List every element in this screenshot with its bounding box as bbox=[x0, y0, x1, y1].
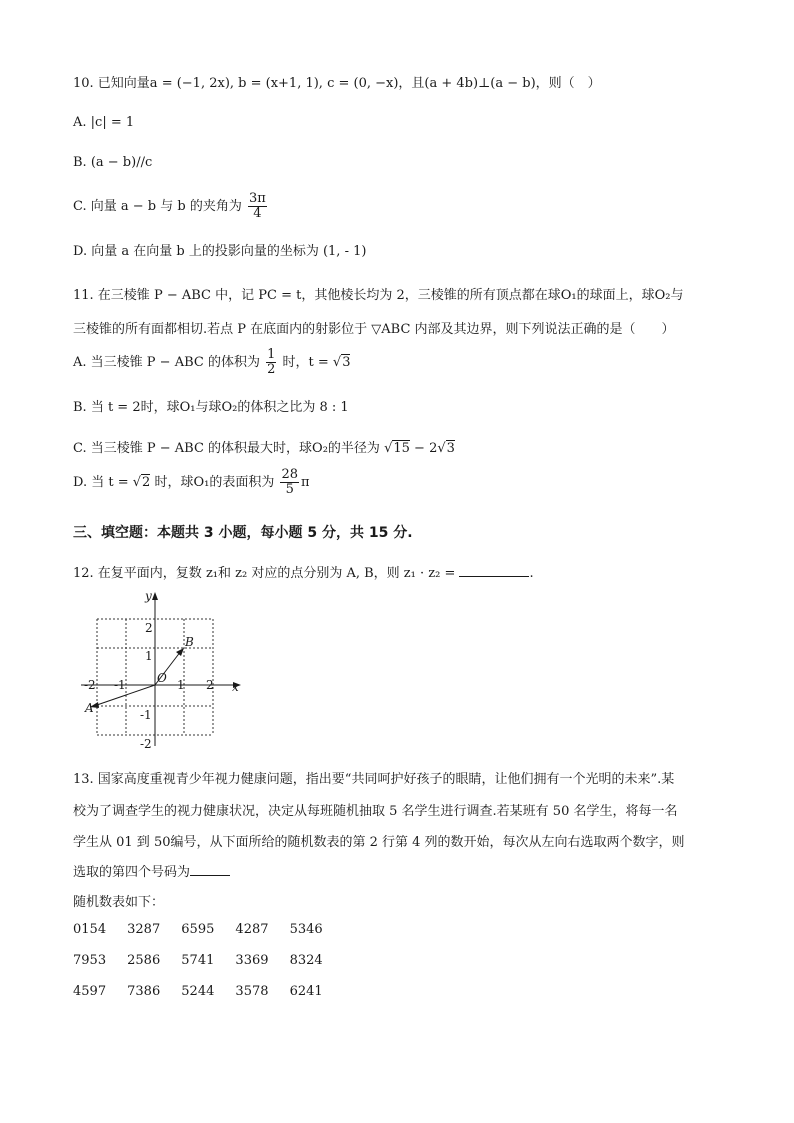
table-cell: 6241 bbox=[289, 984, 323, 999]
random-table-row bbox=[73, 984, 340, 999]
q12-stem-end: . bbox=[529, 566, 534, 581]
q11-option-d-text: D. 当 t = bbox=[73, 475, 129, 490]
answer-blank bbox=[190, 875, 230, 876]
tick-y: 2 bbox=[145, 621, 153, 635]
random-table-title: 随机数表如下： bbox=[73, 895, 165, 910]
q11-option-c-text: C. 当三棱锥 P − ABC 的体积最大时，球O₂的半径为 bbox=[73, 441, 380, 456]
q12-complex-plane-graph bbox=[75, 588, 255, 753]
table-cell: 3287 bbox=[127, 922, 161, 937]
q13-line3: 学生从 01 到 50编号，从下面所给的随机数表的第 2 行第 4 列的数开始，每次从左向右选取两个数字，则 bbox=[73, 835, 685, 850]
q11-option-a-text: A. 当三棱锥 P − ABC 的体积为 bbox=[73, 355, 260, 370]
q10-option-b: B. (a − b)//c bbox=[73, 155, 153, 170]
q11-option-a-fraction bbox=[266, 348, 276, 377]
tick-y: 1 bbox=[145, 649, 153, 663]
origin-label: O bbox=[157, 671, 167, 685]
q11-option-c: C. 当三棱锥 P − ABC 的体积最大时，球O₂的半径为 √15 − 2√3 bbox=[73, 441, 455, 456]
q11-option-a-radicand: 3 bbox=[342, 355, 351, 370]
q11-option-a: A. 当三棱锥 P − ABC 的体积为 $\frac{1}{2}$ 时，t = √3 bbox=[73, 347, 351, 377]
random-table-row bbox=[73, 922, 340, 937]
q11-option-a-mid: 时，t = bbox=[282, 355, 329, 370]
table-cell: 3578 bbox=[235, 984, 269, 999]
table-cell: 0154 bbox=[73, 922, 107, 937]
tick-x: -1 bbox=[114, 678, 126, 692]
q11-option-d-radicand: 2 bbox=[142, 475, 151, 490]
y-axis-arrow bbox=[152, 592, 158, 600]
q11-option-b: B. 当 t = 2时，球O₁与球O₂的体积之比为 8 : 1 bbox=[73, 400, 349, 415]
q13-line1: 13. 国家高度重视青少年视力健康问题，指出要“共同呵护好孩子的眼睛，让他们拥有一个光明的未来”.某 bbox=[73, 772, 675, 787]
q11-option-c-radicand-1: 15 bbox=[393, 441, 410, 456]
table-cell: 3369 bbox=[235, 953, 269, 968]
table-cell: 4597 bbox=[73, 984, 107, 999]
fraction-denominator: 5 bbox=[285, 482, 294, 497]
q12-stem bbox=[73, 562, 534, 581]
table-cell: 6595 bbox=[181, 922, 215, 937]
table-cell: 5741 bbox=[181, 953, 215, 968]
q11-option-d-mid: 时，球O₁的表面积为 bbox=[154, 475, 275, 490]
y-axis-label: y bbox=[145, 589, 152, 603]
q10-option-c bbox=[73, 192, 269, 221]
q11-option-d-pi: π bbox=[301, 475, 310, 490]
fraction-numerator: 28 bbox=[281, 467, 299, 482]
tick-y: -1 bbox=[140, 708, 152, 722]
vector-OB-arrowhead bbox=[176, 648, 184, 656]
q12-stem-text: 12. 在复平面内，复数 z₁和 z₂ 对应的点分别为 A, B，则 z₁ · z₂ = bbox=[73, 566, 456, 581]
table-cell: 7953 bbox=[73, 953, 107, 968]
tick-x: -2 bbox=[84, 678, 96, 692]
q13-line2: 校为了调查学生的视力健康状况，决定从每班随机抽取 5 名学生进行调查.若某班有 50 名学生，将每一名 bbox=[73, 804, 678, 819]
q10-option-d: D. 向量 a 在向量 b 上的投影向量的坐标为 (1, - 1) bbox=[73, 244, 367, 259]
fraction-numerator: 1 bbox=[267, 347, 276, 362]
q10-option-a: A. |c| = 1 bbox=[73, 115, 135, 130]
q13-line4 bbox=[73, 861, 230, 880]
random-table-row bbox=[73, 953, 340, 968]
fraction-denominator: 4 bbox=[253, 206, 262, 221]
table-cell: 2586 bbox=[127, 953, 161, 968]
q11-stem-line2: 三棱锥的所有面都相切.若点 P 在底面内的射影位于 ▽ABC 内部及其边界，则下列说法正确的是（ ） bbox=[73, 322, 675, 337]
answer-blank bbox=[459, 576, 529, 577]
tick-x: 2 bbox=[206, 678, 214, 692]
q10-option-c-text: C. 向量 a − b 与 b 的夹角为 bbox=[73, 199, 242, 214]
q13-line4-text: 选取的第四个号码为 bbox=[73, 865, 191, 880]
table-cell: 5244 bbox=[181, 984, 215, 999]
q10-stem: 10. 已知向量a = (−1, 2x), b = (x+1, 1), c = (0, −x)，且(a + 4b)⊥(a − b)，则（ ） bbox=[73, 76, 601, 91]
section-title: 三、填空题：本题共 3 小题，每小题 5 分，共 15 分. bbox=[73, 525, 413, 541]
point-a-label: A bbox=[85, 701, 94, 715]
fraction-numerator: 3π bbox=[248, 191, 266, 206]
fraction-denominator: 2 bbox=[267, 362, 276, 377]
q11-stem-line1: 11. 在三棱锥 P − ABC 中，记 PC = t，其他棱长均为 2，三棱锥的所有顶点都在球O₁的球面上，球O₂与 bbox=[73, 288, 684, 303]
q11-option-d-fraction bbox=[280, 468, 299, 497]
table-cell: 4287 bbox=[235, 922, 269, 937]
q11-option-d: D. 当 t = √2 时，球O₁的表面积为 $\frac{28}{5}$ π bbox=[73, 467, 310, 497]
x-axis-label: x bbox=[232, 680, 239, 694]
tick-y: -2 bbox=[140, 737, 152, 751]
point-b-label: B bbox=[185, 635, 194, 649]
q11-option-c-mid: − 2 bbox=[409, 441, 438, 456]
q10-option-c-fraction bbox=[248, 192, 267, 221]
tick-x: 1 bbox=[177, 678, 185, 692]
table-cell: 7386 bbox=[127, 984, 161, 999]
q11-option-c-radicand-2: 3 bbox=[446, 441, 455, 456]
table-cell: 8324 bbox=[289, 953, 323, 968]
table-cell: 5346 bbox=[289, 922, 323, 937]
